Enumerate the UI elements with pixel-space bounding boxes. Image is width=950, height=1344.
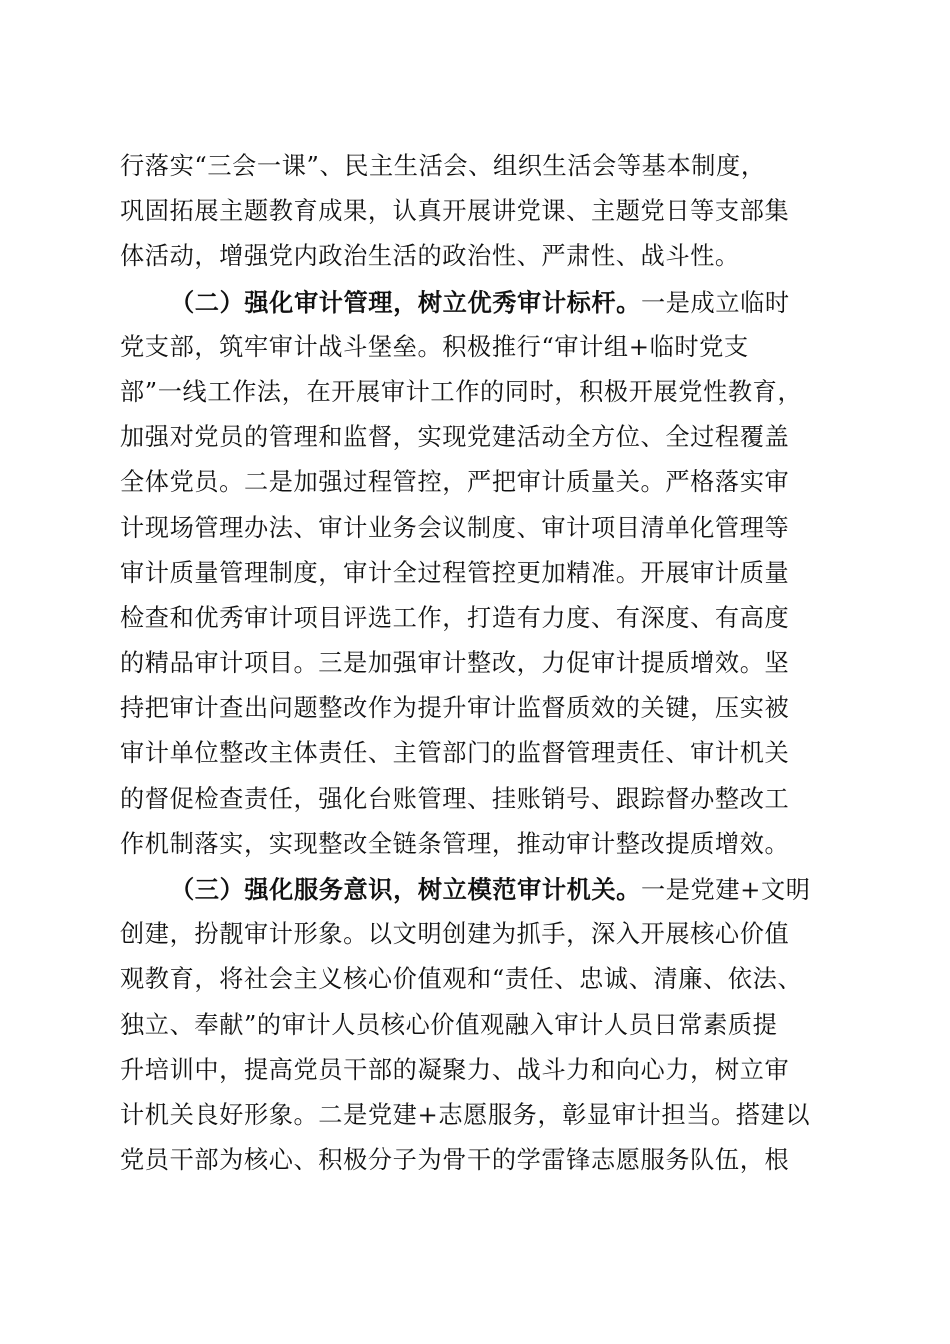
text-line: 作机制落实，实现整改全链条管理，推动审计整改提质增效。 <box>120 829 790 858</box>
text-line: 创建，扮靓审计形象。以文明创建为抓手，深入开展核心价值 <box>120 920 790 949</box>
text-line: 持把审计查出问题整改作为提升审计监督质效的关键，压实被 <box>120 694 790 723</box>
text-line: 的督促检查责任，强化台账管理、挂账销号、跟踪督办整改工 <box>120 784 790 813</box>
text-line: 全体党员。二是加强过程管控，严把审计质量关。严格落实审 <box>120 468 790 497</box>
paragraph-2 <box>120 280 840 867</box>
document-body <box>120 144 840 1183</box>
text-run: 一是成立临时 <box>640 288 790 317</box>
text-line: 党员干部为核心、积极分子为骨干的学雷锋志愿服务队伍，根 <box>120 1146 790 1175</box>
text-line: 独立、奉献”的审计人员核心价值观融入审计人员日常素质提 <box>120 1010 778 1039</box>
text-line: 计现场管理办法、审计业务会议制度、审计项目清单化管理等 <box>120 513 790 542</box>
paragraph-first-line <box>120 280 840 325</box>
paragraph-3 <box>120 867 840 1183</box>
text-run: 一是党建+文明 <box>640 876 811 904</box>
section-heading-3: （三）强化服务意识，树立模范审计机关。 <box>170 875 641 904</box>
text-line: 审计质量管理制度，审计全过程管控更加精准。开展审计质量 <box>120 558 790 587</box>
text-line: 体活动，增强党内政治生活的政治性、严肃性、战斗性。 <box>120 242 740 271</box>
text-line: 部”一线工作法，在开展审计工作的同时，积极开展党性教育， <box>120 377 803 406</box>
text-line: 计机关良好形象。二是党建+志愿服务，彰显审计担当。搭建以 <box>120 1100 811 1129</box>
text-line: 观教育，将社会主义核心价值观和“责任、忠诚、清廉、依法、 <box>120 965 803 994</box>
text-line: 的精品审计项目。三是加强审计整改，力促审计提质增效。坚 <box>120 649 790 678</box>
section-heading-2: （二）强化审计管理，树立优秀审计标杆。 <box>170 287 641 317</box>
text-line: 审计单位整改主体责任、主管部门的监督管理责任、审计机关 <box>120 739 790 768</box>
text-line: 加强对党员的管理和监督，实现党建活动全方位、全过程覆盖 <box>120 423 790 452</box>
text-line: 党支部，筑牢审计战斗堡垒。积极推行“审计组+临时党支 <box>120 332 749 361</box>
text-line: 升培训中，提高党员干部的凝聚力、战斗力和向心力，树立审 <box>120 1055 790 1084</box>
text-line: 检查和优秀审计项目评选工作，打造有力度、有深度、有高度 <box>120 603 790 632</box>
paragraph-1 <box>120 144 840 280</box>
text-line: 巩固拓展主题教育成果，认真开展讲党课、主题党日等支部集 <box>120 197 790 226</box>
paragraph-first-line <box>120 867 840 912</box>
text-line: 行落实“三会一课”、民主生活会、组织生活会等基本制度， <box>120 152 766 180</box>
